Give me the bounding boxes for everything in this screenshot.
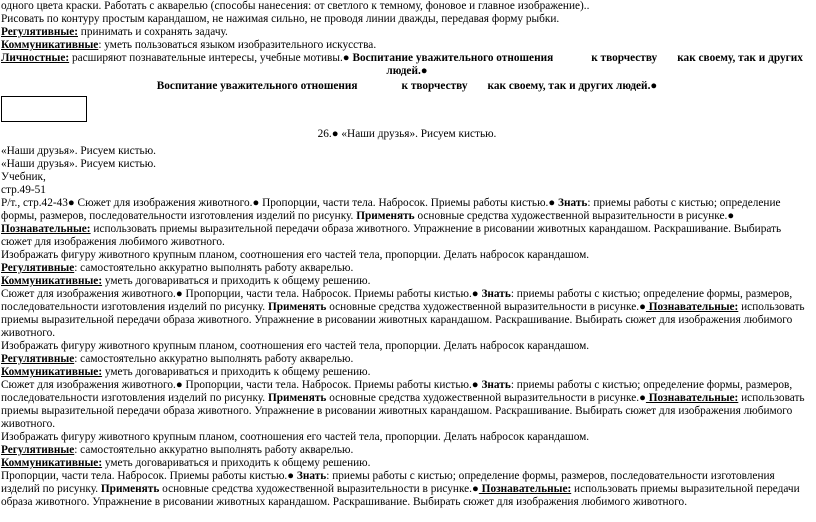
lesson-name: «Наши друзья». Рисуем кистью. (338, 128, 497, 140)
upbringing-text: людей. (386, 65, 421, 77)
text-run: основные средства художественной выразительности в рисунке. (159, 483, 472, 495)
text-line: Изображать фигуру животного крупным планом, соотношения его частей тела, пропорции. Делать набросок карандашом. (1, 340, 590, 352)
textbook-line: Учебник, (1, 171, 46, 183)
text-run: : приемы работы с кистью; определение формы, размеров, последовательности изготовления изделий по рисунку. (1, 288, 793, 313)
text-run: Р/т., стр.42-43 (1, 197, 68, 209)
know-label: Знать (294, 470, 327, 482)
cognitive-label: Познавательные: (1, 223, 91, 235)
know-label: Знать (478, 379, 511, 391)
bullet-icon: ● (175, 379, 183, 391)
communicative-line (1, 366, 813, 379)
bullet-icon: ● (420, 65, 428, 77)
regulative-label: Регулятивные (1, 444, 75, 456)
text-run: основные средства художественной выразительности в рисунке. (326, 392, 640, 404)
regulative-text: : самостоятельно аккуратно выполнять работу акварелью. (74, 353, 354, 365)
lesson-number: 26. (317, 128, 332, 140)
regulative-text: : самостоятельно аккуратно выполнять работу акварелью. (74, 444, 354, 456)
bullet-icon: ● (650, 80, 658, 92)
text-run: : приемы работы с кистью; определение формы, размеров, последовательности изготовления изделий по рисунку. (1, 470, 775, 495)
know-label: Знать (555, 197, 588, 209)
bullet-icon: ● (472, 483, 479, 495)
text-run: Сюжет для изображения животного. (74, 197, 253, 209)
regulative-text: принимать и сохранять задачу. (77, 26, 228, 38)
text-run: Пропорции, части тела. Набросок. Приемы работы кистью. (1, 470, 288, 482)
communicative-text: уметь договариваться и приходить к общему решению. (102, 366, 371, 378)
bullet-icon: ● (252, 197, 260, 209)
lesson-line: «Наши друзья». Рисуем кистью. (1, 145, 156, 157)
bullet-icon: ● (331, 128, 339, 140)
content-paragraph (1, 197, 813, 249)
apply-label: Применять (267, 301, 327, 313)
regulative-label: Регулятивные (1, 262, 75, 274)
text-run: использовать приемы выразительной передачи образа животного. Упражнение в рисовании животных карандашом. Раскрашивание. Выбирать сюжет для изображения любимого животного. (1, 301, 805, 339)
bullet-icon: ● (342, 52, 350, 64)
pages-line: стр.49-51 (1, 184, 46, 196)
upbringing-text: к творчеству (591, 52, 658, 64)
content-paragraph (1, 288, 813, 340)
text-line: Изображать фигуру животного крупным планом, соотношения его частей тела, пропорции. Делать набросок карандашом. (1, 431, 590, 443)
apply-label: Применять (356, 210, 415, 222)
text-run: : приемы работы с кистью; определение формы, размеров, последовательности изготовления изделий по рисунку. (1, 197, 781, 222)
apply-label: Применять (267, 392, 327, 404)
communicative-label: Коммуникативные: (1, 275, 103, 287)
communicative-label: Коммуникативные: (1, 457, 103, 469)
communicative-line (1, 39, 813, 52)
upbringing-text: как своему, так и других людей. (487, 80, 651, 92)
cognitive-label: Познавательные: (478, 483, 572, 495)
text-run: Пропорции, части тела. Набросок. Приемы работы кистью. (182, 288, 472, 300)
lesson-title (1, 128, 813, 141)
bullet-icon: ● (471, 379, 479, 391)
content-paragraph (1, 470, 813, 509)
regulative-label: Регулятивные: (1, 26, 78, 38)
upbringing-text: к творчеству (401, 80, 468, 92)
know-label: Знать (478, 288, 511, 300)
text-line: одного цвета краски. Работать с акварелью (способы нанесения: от светлого к темному, фоновое и главное изображение).. (1, 0, 590, 12)
text-run: использовать приемы выразительной передачи образа животного. Упражнение в рисовании животных карандашом. Раскрашивание. Выбирать сюжет для изображения любимого животного. (1, 223, 782, 248)
upbringing-text: Воспитание уважительного отношения (349, 52, 554, 64)
communicative-label: Коммуникативные: (1, 366, 103, 378)
communicative-label: Коммуникативные (1, 39, 99, 51)
cognitive-label: Познавательные: (645, 301, 739, 313)
text-run: основные средства художественной выразительности в рисунке. (414, 210, 728, 222)
bullet-icon: ● (639, 392, 646, 404)
communicative-text: уметь договариваться и приходить к общему решению. (102, 275, 371, 287)
text-run: использовать приемы выразительной передачи образа животного. Упражнение в рисовании животных карандашом. Раскрашивание. Выбирать сюжет для изображения любимого животного. (1, 483, 800, 508)
document-page (1, 0, 813, 509)
regulative-line (1, 444, 813, 457)
regulative-text: : самостоятельно аккуратно выполнять работу акварелью. (74, 262, 354, 274)
regulative-line (1, 262, 813, 275)
lesson-line: «Наши друзья». Рисуем кистью. (1, 158, 156, 170)
text-run: Сюжет для изображения животного. (1, 288, 176, 300)
bullet-icon: ● (67, 197, 75, 209)
text-line: Рисовать по контуру простым карандашом, не нажимая сильно, не проводя линии дважды, передавая форму рыбки. (1, 13, 560, 25)
text-run: основные средства художественной выразительности в рисунке. (326, 301, 640, 313)
apply-label: Применять (100, 483, 160, 495)
text-run: : приемы работы с кистью; определение формы, размеров, последовательности изготовления изделий по рисунку. (1, 379, 793, 404)
regulative-line (1, 26, 813, 39)
text-run: Пропорции, части тела. Набросок. Приемы работы кистью. (182, 379, 472, 391)
text-run: Пропорции, части тела. Набросок. Приемы работы кистью. (259, 197, 549, 209)
bullet-icon: ● (548, 197, 556, 209)
text-run: использовать приемы выразительной передачи образа животного. Упражнение в рисовании животных карандашом. Раскрашивание. Выбирать сюжет для изображения любимого животного. (1, 392, 805, 430)
upbringing-line (1, 80, 813, 93)
upbringing-end-line (1, 65, 813, 78)
bullet-icon: ● (287, 470, 295, 482)
empty-cell-box (1, 96, 87, 122)
text-run: Сюжет для изображения животного. (1, 379, 176, 391)
personal-text: расширяют познавательные интересы, учебные мотивы. (69, 52, 343, 64)
bullet-icon: ● (175, 288, 183, 300)
communicative-line (1, 275, 813, 288)
communicative-line (1, 457, 813, 470)
regulative-label: Регулятивные (1, 353, 75, 365)
bullet-icon: ● (471, 288, 479, 300)
cognitive-label: Познавательные: (645, 392, 739, 404)
regulative-line (1, 353, 813, 366)
bullet-icon: ● (639, 301, 646, 313)
bullet-icon: ● (727, 210, 735, 222)
communicative-text: : уметь пользоваться языком изобразительного искусства. (98, 39, 377, 51)
communicative-text: уметь договариваться и приходить к общему решению. (102, 457, 371, 469)
content-paragraph (1, 379, 813, 431)
personal-label: Личностные: (1, 52, 70, 64)
personal-line (1, 52, 813, 65)
upbringing-text: Воспитание уважительного отношения (156, 80, 358, 92)
upbringing-text: как своему, так и других (677, 52, 803, 64)
text-line: Изображать фигуру животного крупным планом, соотношения его частей тела, пропорции. Делать набросок карандашом. (1, 249, 590, 261)
